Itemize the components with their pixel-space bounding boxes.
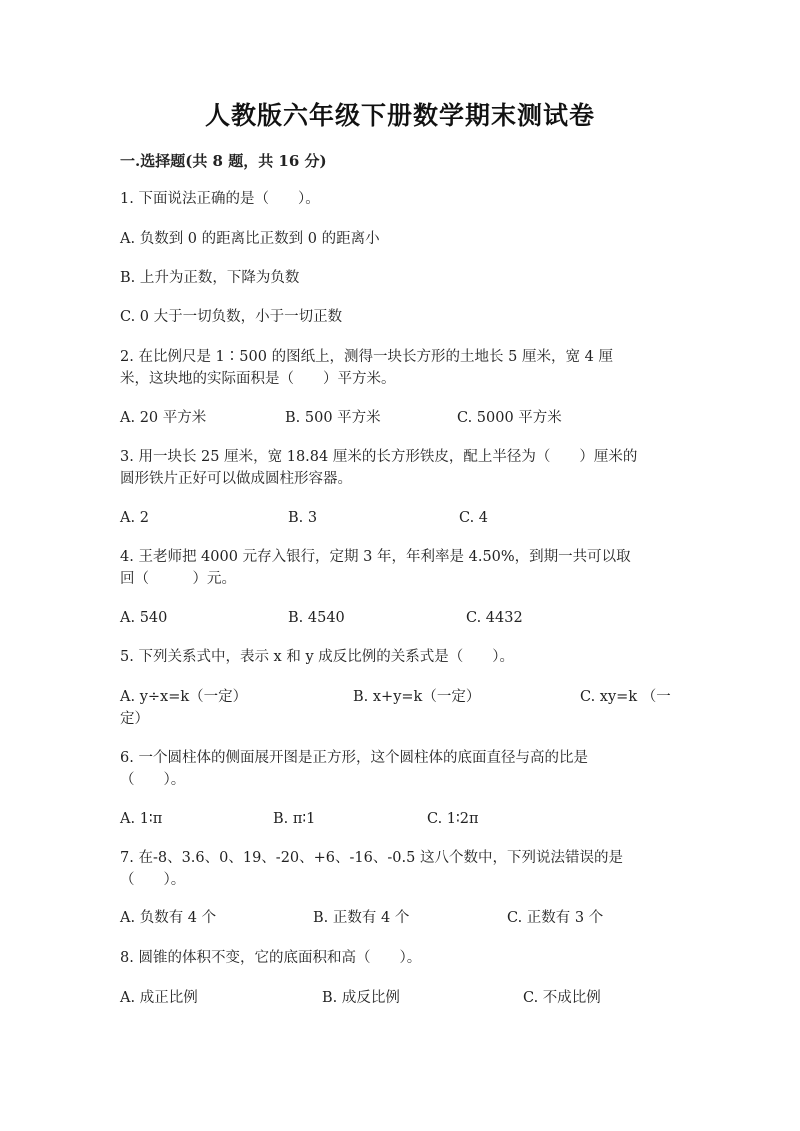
section-heading: 一.选择题(共 8 题，共 16 分) (120, 152, 327, 170)
question-1-option-b: B. 上升为正数，下降为负数 (120, 270, 300, 286)
question-2-option-b: B. 500 平方米 (285, 410, 381, 426)
question-5-option-a: A. y÷x=k（一定） (120, 689, 248, 705)
question-3-option-c: C. 4 (459, 510, 489, 526)
question-5-stem: 5. 下列关系式中，表示 x 和 y 成反比例的关系式是（ ）。 (120, 649, 514, 665)
question-3-option-a: A. 2 (120, 510, 149, 526)
page-title: 人教版六年级下册数学期末测试卷 (204, 101, 595, 130)
question-2-option-c: C. 5000 平方米 (457, 410, 562, 426)
question-8-stem: 8. 圆锥的体积不变，它的底面积和高（ ）。 (120, 950, 422, 966)
question-3-option-b: B. 3 (288, 510, 318, 526)
question-3-stem-line2: 圆形铁片正好可以做成圆柱形容器。 (120, 471, 352, 487)
question-6-option-c: C. 1∶2π (427, 811, 479, 827)
question-7-option-b: B. 正数有 4 个 (313, 910, 410, 926)
question-2-option-a: A. 20 平方米 (120, 410, 207, 426)
question-1-option-a: A. 负数到 0 的距离比正数到 0 的距离小 (120, 231, 380, 247)
question-5-option-c: C. xy=k （一 (580, 689, 671, 705)
question-7-stem-line1: 7. 在-8、3.6、0、19、-20、+6、-16、-0.5 这八个数中，下列说法错误的是 (120, 850, 623, 866)
question-8-option-c: C. 不成比例 (523, 990, 601, 1006)
question-6-stem-line1: 6. 一个圆柱体的侧面展开图是正方形，这个圆柱体的底面直径与高的比是 (120, 750, 588, 766)
question-8-option-a: A. 成正比例 (120, 990, 198, 1006)
question-7-stem-line2: （ ）。 (120, 872, 186, 888)
question-8-option-b: B. 成反比例 (322, 990, 400, 1006)
question-4-option-b: B. 4540 (288, 610, 345, 626)
question-6-stem-line2: （ ）。 (120, 772, 186, 788)
question-4-option-a: A. 540 (120, 610, 168, 626)
question-2-stem-line2: 米，这块地的实际面积是（ ）平方米。 (120, 371, 396, 387)
question-4-stem-line1: 4. 王老师把 4000 元存入银行，定期 3 年，年利率是 4.50%，到期一共可以取 (120, 549, 631, 565)
question-4-stem-line2: 回（ ）元。 (120, 571, 236, 587)
question-1-stem: 1. 下面说法正确的是（ ）。 (120, 191, 320, 207)
question-3-stem-line1: 3. 用一块长 25 厘米，宽 18.84 厘米的长方形铁皮，配上半径为（ ）厘米的 (120, 449, 638, 465)
question-6-option-b: B. π∶1 (273, 811, 316, 827)
question-4-option-c: C. 4432 (466, 610, 523, 626)
question-2-stem-line1: 2. 在比例尺是 1∶500 的图纸上，测得一块长方形的土地长 5 厘米，宽 4 厘 (120, 349, 613, 365)
question-1-option-c: C. 0 大于一切负数，小于一切正数 (120, 309, 343, 325)
question-7-option-a: A. 负数有 4 个 (120, 910, 217, 926)
question-5-option-wrap: 定） (120, 711, 149, 727)
question-5-option-b: B. x+y=k（一定） (353, 689, 481, 705)
question-6-option-a: A. 1∶π (120, 811, 163, 827)
question-7-option-c: C. 正数有 3 个 (507, 910, 604, 926)
